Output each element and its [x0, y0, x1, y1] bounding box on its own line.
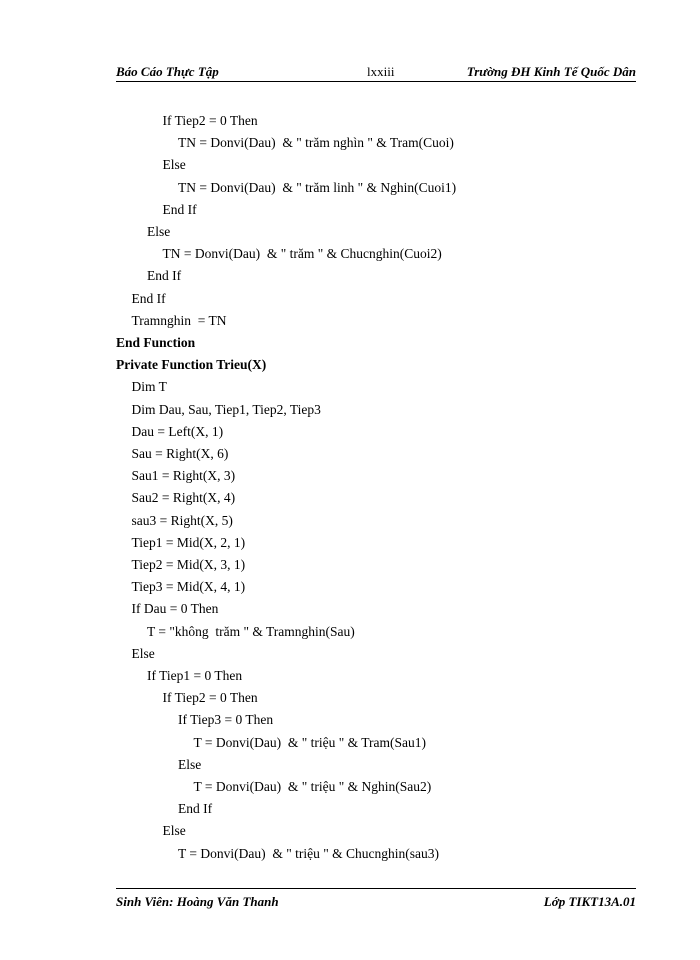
- code-line: Else: [131, 645, 155, 661]
- footer-student-name: Sinh Viên: Hoàng Văn Thanh: [116, 894, 279, 909]
- code-line: Else: [147, 224, 171, 239]
- header-report-title: Báo Cáo Thực Tập: [116, 64, 219, 79]
- code-line: Else: [162, 157, 186, 173]
- code-line: End If: [162, 201, 197, 217]
- code-line: End If: [147, 268, 182, 284]
- code-line: End Function: [116, 335, 196, 350]
- footer-class-code: Lớp TIKT13A.01: [543, 894, 636, 909]
- code-line: Dim T: [131, 379, 167, 395]
- code-line: End If: [178, 801, 213, 817]
- code-line: If Tiep2 = 0 Then: [162, 690, 258, 706]
- code-line: TN = Donvi(Dau) & " trăm nghìn " & Tram(Cuoi): [178, 135, 454, 151]
- code-line: Else: [178, 756, 202, 772]
- code-line: Tiep1 = Mid(X, 2, 1): [131, 534, 246, 550]
- code-line: Dim Dau, Sau, Tiep1, Tiep2, Tiep3: [131, 401, 321, 417]
- code-line: Tiep3 = Mid(X, 4, 1): [131, 579, 246, 595]
- code-line: If Tiep3 = 0 Then: [178, 712, 274, 728]
- header-rule: [116, 81, 636, 82]
- code-line: Sau1 = Right(X, 3): [131, 468, 236, 484]
- code-line: T = Donvi(Dau) & " triệu " & Chucnghin(sau3): [178, 845, 439, 861]
- code-line: Sau2 = Right(X, 4): [131, 490, 236, 506]
- code-line: Tramnghin = TN: [131, 312, 227, 328]
- code-line: TN = Donvi(Dau) & " trăm " & Chucnghin(Cuoi2): [162, 246, 442, 262]
- code-line: If Tiep1 = 0 Then: [147, 668, 243, 683]
- code-line: End If: [131, 290, 166, 306]
- code-line: T = Donvi(Dau) & " triệu " & Nghin(Sau2): [193, 779, 432, 794]
- code-line: If Tiep2 = 0 Then: [162, 113, 258, 128]
- code-line: Sau = Right(X, 6): [131, 446, 229, 461]
- code-line: Private Function Trieu(X): [116, 357, 267, 373]
- header-page-number: lxxiii: [367, 64, 395, 79]
- code-line: Tiep2 = Mid(X, 3, 1): [131, 557, 246, 572]
- code-line: Else: [162, 823, 186, 839]
- code-line: If Dau = 0 Then: [131, 601, 219, 617]
- header-university: Trường ĐH Kinh Tế Quốc Dân: [466, 64, 636, 79]
- code-line: TN = Donvi(Dau) & " trăm linh " & Nghin(Cuoi1): [178, 179, 457, 195]
- footer-rule: [116, 888, 636, 889]
- code-line: T = Donvi(Dau) & " triệu " & Tram(Sau1): [193, 734, 426, 750]
- code-line: T = "không trăm " & Tramnghin(Sau): [147, 623, 355, 639]
- code-line: sau3 = Right(X, 5): [131, 512, 233, 528]
- code-line: Dau = Left(X, 1): [131, 423, 224, 439]
- page-footer: [116, 894, 636, 914]
